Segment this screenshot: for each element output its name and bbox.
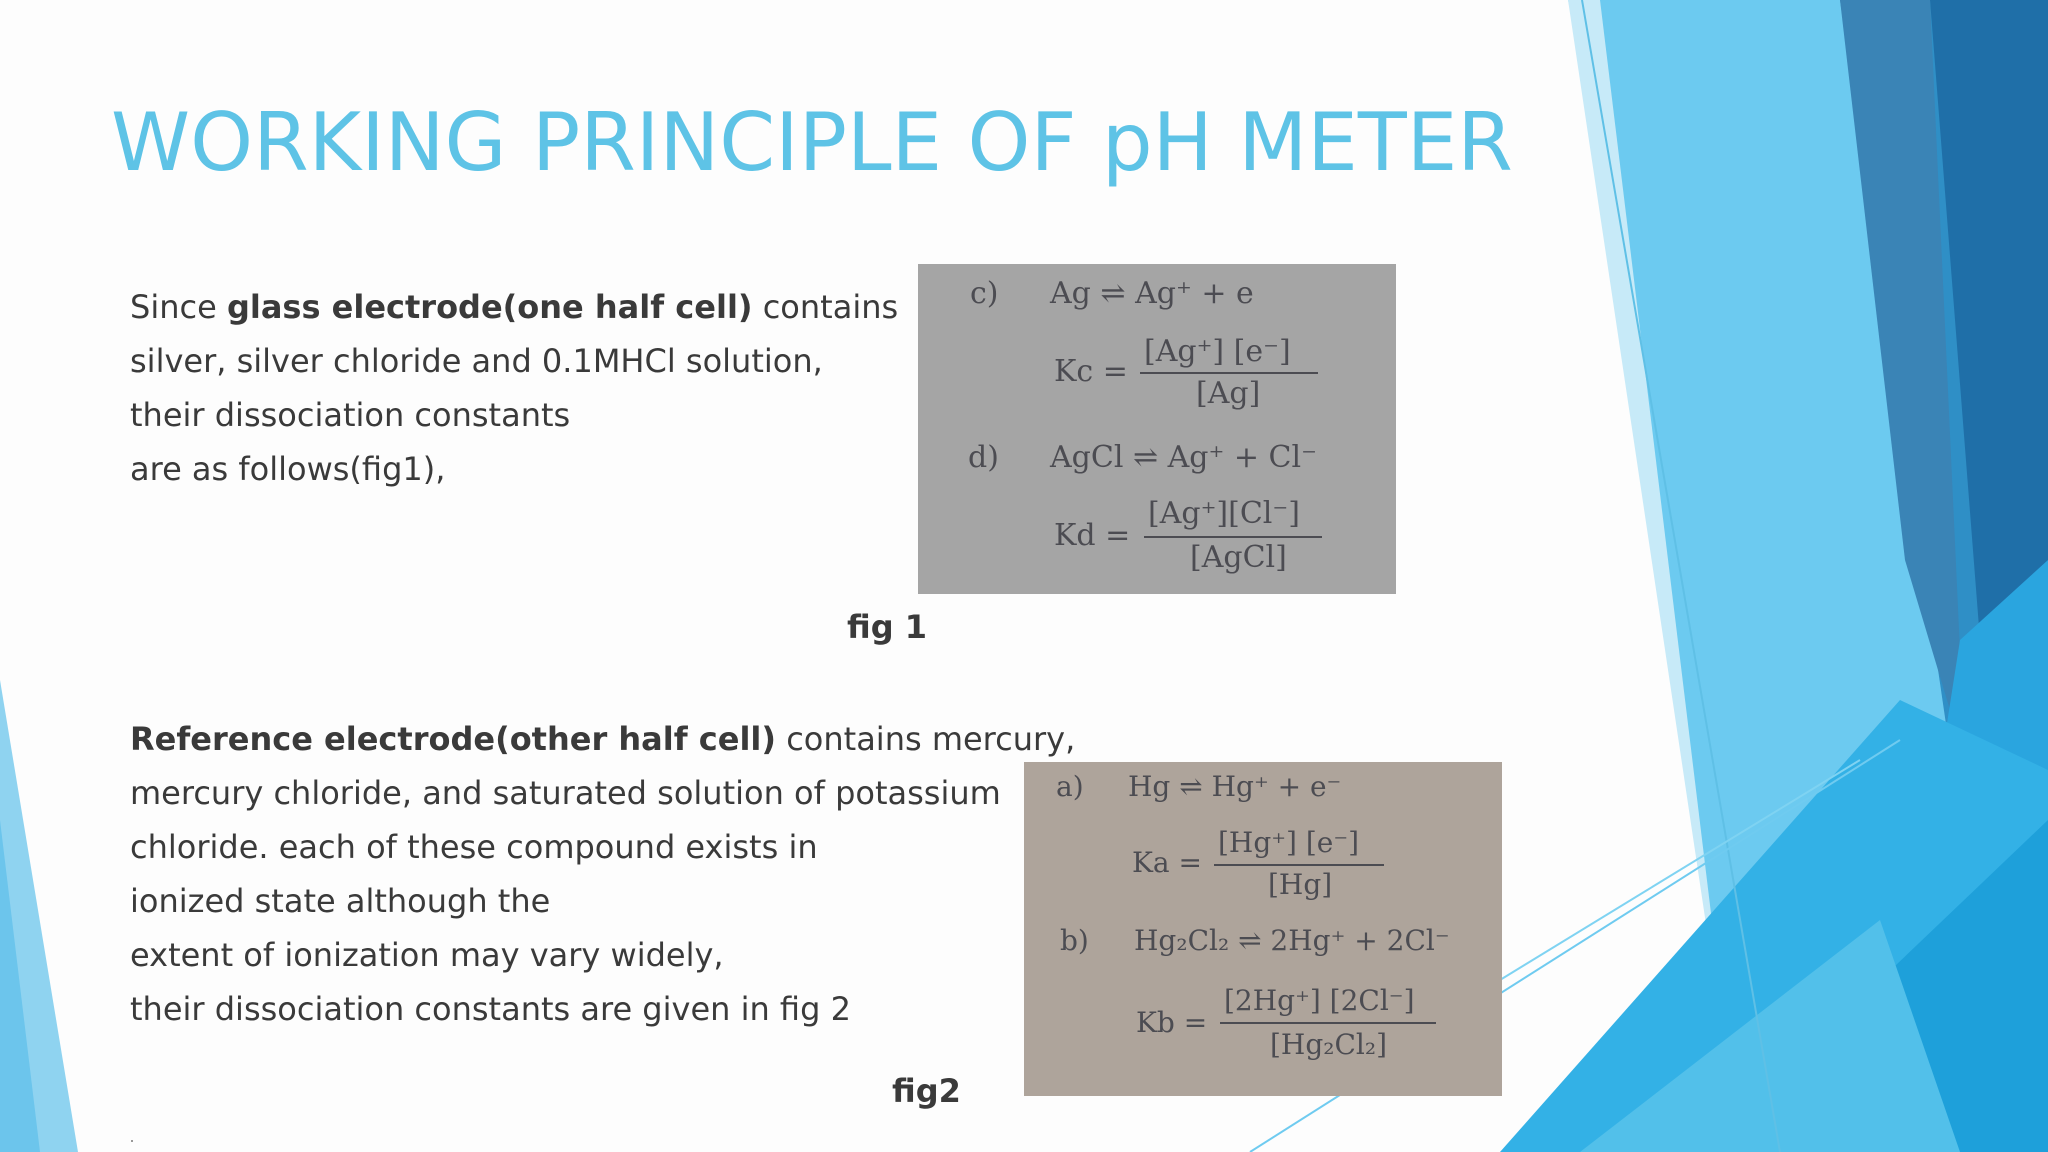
figure-2-equations xyxy=(1024,762,1502,1096)
para1-line2: silver, silver chloride and 0.1MHCl solution, xyxy=(130,342,823,380)
fig1-kc-symbol: Kc = xyxy=(1054,354,1128,389)
fig1-label-c: c) xyxy=(970,276,999,311)
para2-line1: Reference electrode(other half cell) contains mercury, xyxy=(130,720,1076,758)
slide-title: WORKING PRINCIPLE OF pH METER xyxy=(111,96,1513,189)
fig1-label-d: d) xyxy=(968,440,999,475)
fig2-kb-fraction-bar xyxy=(1220,1022,1436,1024)
fig2-kb-numerator: [2Hg⁺] [2Cl⁻] xyxy=(1224,984,1415,1017)
para2-line5: extent of ionization may vary widely, xyxy=(130,936,724,974)
figure-1-equations xyxy=(918,264,1396,594)
fig1-equation-d: AgCl ⇌ Ag⁺ + Cl⁻ xyxy=(1050,440,1317,475)
slide-dot-mark xyxy=(131,1140,133,1142)
fig2-equation-a: Hg ⇌ Hg⁺ + e⁻ xyxy=(1128,770,1342,803)
fig1-kc-numerator: [Ag⁺] [e⁻] xyxy=(1144,334,1291,369)
fig1-kd-fraction-bar xyxy=(1144,536,1322,538)
fig2-kb-denominator: [Hg₂Cl₂] xyxy=(1270,1028,1388,1061)
figure-1-caption: fig 1 xyxy=(847,608,928,646)
fig2-ka-denominator: [Hg] xyxy=(1268,868,1333,901)
para1-line4: are as follows(fig1), xyxy=(130,450,446,488)
fig2-label-a: a) xyxy=(1056,770,1084,803)
fig1-kd-numerator: [Ag⁺][Cl⁻] xyxy=(1148,496,1300,531)
fig2-label-b: b) xyxy=(1060,924,1089,957)
fig2-kb-symbol: Kb = xyxy=(1136,1006,1208,1039)
figure-2-caption: fig2 xyxy=(892,1072,961,1110)
fig2-ka-symbol: Ka = xyxy=(1132,846,1202,879)
fig2-ka-fraction-bar xyxy=(1214,864,1384,866)
para1-line1: Since glass electrode(one half cell) contains xyxy=(130,288,899,326)
paragraph-reference-electrode xyxy=(130,712,1075,1036)
fig1-kc-fraction-bar xyxy=(1140,372,1318,374)
fig1-kc-denominator: [Ag] xyxy=(1196,376,1261,411)
para2-line4: ionized state although the xyxy=(130,882,551,920)
para1-line3: their dissociation constants xyxy=(130,396,571,434)
para2-line2: mercury chloride, and saturated solution of potassium xyxy=(130,774,1001,812)
fig2-ka-numerator: [Hg⁺] [e⁻] xyxy=(1218,826,1360,859)
fig1-equation-c: Ag ⇌ Ag⁺ + e xyxy=(1050,276,1254,311)
fig1-kd-denominator: [AgCl] xyxy=(1190,540,1287,575)
para2-line6: their dissociation constants are given in fig 2 xyxy=(130,990,851,1028)
para2-line3: chloride. each of these compound exists in xyxy=(130,828,818,866)
fig2-equation-b: Hg₂Cl₂ ⇌ 2Hg⁺ + 2Cl⁻ xyxy=(1134,924,1450,957)
paragraph-glass-electrode xyxy=(130,280,898,496)
fig1-kd-symbol: Kd = xyxy=(1054,518,1131,553)
